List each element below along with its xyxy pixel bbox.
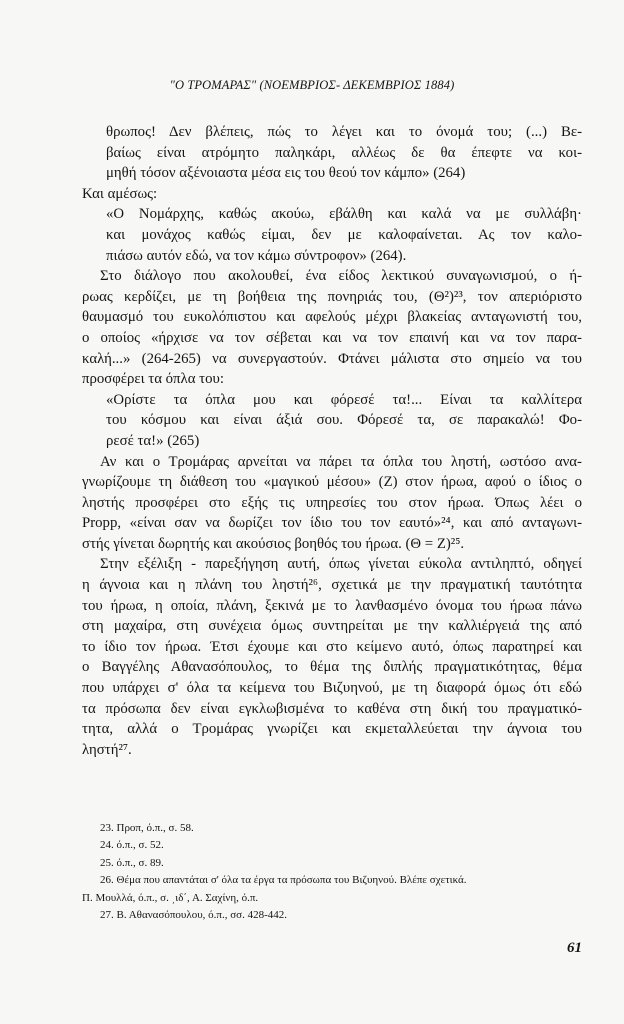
text-line: στής γίνεται δωρητής και ακούσιος βοηθός του ήρωα. (Θ = Ζ)²⁵. — [82, 535, 465, 552]
text-line: πιάσω αυτόν εδώ, να τον κάμω σύντροφον» (264). — [106, 247, 407, 264]
text-line: ρεσέ τα!» (265) — [106, 432, 200, 449]
footnote: 24. ό.π., σ. 52. — [100, 839, 164, 852]
footnote: 25. ό.π., σ. 89. — [100, 856, 164, 869]
text-line: προσφέρει τα όπλα του: — [82, 371, 224, 388]
text-line: του κόσμου και είναι άξιά σου. Φόρεσέ τα, σε παρακαλώ! Φο- — [106, 412, 582, 429]
text-line: ο οποίος «ήρχισε να τον σέβεται και να τον επαινή και να τον παρα- — [82, 329, 582, 346]
text-line: ρωας κερδίζει, με τη βοήθεια της πονηριάς του, (Θ²)²³, τον απεριόριστο — [82, 288, 582, 305]
text-line: Αν και ο Τρομάρας αρνείται να πάρει τα όπλα του ληστή, ωστόσο ανα- — [100, 453, 582, 470]
text-line: θρωπος! Δεν βλέπεις, πώς το λέγει και το όνομά του; (...) Βε- — [106, 124, 582, 140]
text-line: θαυμασμό του ευκολόπιστου και αφελούς μέχρι βλακείας ανταγωνιστή του, — [82, 309, 582, 326]
text-line: Στην εξέλιξη - παρεξήγηση αυτή, όπως γίνεται εύκολα αντιληπτό, οδηγεί — [100, 556, 582, 573]
text-line: Στο διάλογο που ακολουθεί, ένα είδος λεκτικού συναγωνισμού, ο ή- — [100, 268, 582, 285]
text-line: βαίως είναι ατρόμητο παληκάρι, αλλέως δε θα έπεφτε να κοι- — [106, 144, 582, 161]
text-line: ληστής προσφέρει στο εξής τις υπηρεσίες του στον ήρωα. Όπως λέει ο — [82, 494, 582, 511]
text-line: καλή...» (264-265) να συνεργαστούν. Φτάνει μάλιστα στο σημείο να του — [82, 350, 582, 367]
footnote: 26. Θέμα που απαντάται σ' όλα τα έργα τα πρόσωπα του Βιζυηνού. Βλέπε σχετικά. — [100, 874, 467, 887]
footnotes — [82, 820, 582, 924]
text-line: μηθή τόσον αξένοιαστα μέσα εις του θεού τον κάμπο» (264) — [106, 165, 466, 182]
text-line: στη μαχαίρα, στη συνέχεια όμως συντηρείται με την καλλιέργειά της από — [82, 618, 582, 635]
text-line: του ήρωα, η οποία, πλάνη, ξεκινά με το λανθασμένο όνομα του ήρωα πάνω — [82, 597, 582, 614]
text-line: τα πρόσωπα δεν είναι εγκλωβισμένα το καθένα στη δική του πραγματικό- — [82, 700, 582, 717]
text-line: Και αμέσως: — [82, 185, 158, 202]
text-line: γνωρίζουμε τη διάθεση του «μαγικού μέσου» (Ζ) στον ήρωα, αφού ο ίδιος ο — [82, 474, 582, 491]
text-line: «Ο Νομάρχης, καθώς ακούω, εβάλθη και καλά να με συλλάβη· — [106, 206, 582, 223]
text-line: το ίδιο τον ήρωα. Έτσι έχουμε και στο κείμενο αυτό, όπως παρατηρεί και — [82, 638, 582, 655]
footnote: 27. Β. Αθανασόπουλου, ό.π., σσ. 428-442. — [100, 909, 287, 922]
text-line: που υπάρχει σ' όλα τα κείμενα του Βιζυηνού, με τη διαφορά όμως ότι εδώ — [82, 680, 582, 697]
text-line: και μονάχος καθώς είμαι, δεν με καλοφαίνεται. Ας τον καλο- — [106, 226, 582, 243]
footnote: 23. Προπ, ό.π., σ. 58. — [100, 822, 194, 834]
text-line: ληστή²⁷. — [82, 741, 132, 758]
text-line: «Ορίστε τα όπλα μου και φόρεσέ τα!... Είναι τα καλλίτερα — [106, 391, 582, 408]
body-text — [82, 122, 582, 760]
text-line: η άγνοια και η πλάνη του ληστή²⁶, σχετικά με την πραγματική ταυτότητα — [82, 577, 582, 594]
text-line: τητα, αλλά ο Τρομάρας γνωρίζει και εκμεταλλεύεται την άγνοια του — [82, 721, 582, 738]
footnote-continuation: Π. Μουλλά, ό.π., σ. ͵ιδ΄, Α. Σαχίνη, ό.π. — [82, 891, 259, 904]
text-line: Propp, «είναι σαν να δωρίζει τον ίδιο του τον εαυτό»²⁴, και από ανταγωνι- — [82, 515, 582, 532]
running-head: "Ο ΤΡΟΜΑΡΑΣ" (ΝΟΕΜΒΡΙΟΣ- ΔΕΚΕΜΒΡΙΟΣ 1884) — [169, 78, 455, 92]
text-line: ο Βαγγέλης Αθανασόπουλος, το θέμα της διπλής πραγματικότητας, θέμα — [82, 659, 582, 676]
page-number: 61 — [567, 940, 582, 956]
